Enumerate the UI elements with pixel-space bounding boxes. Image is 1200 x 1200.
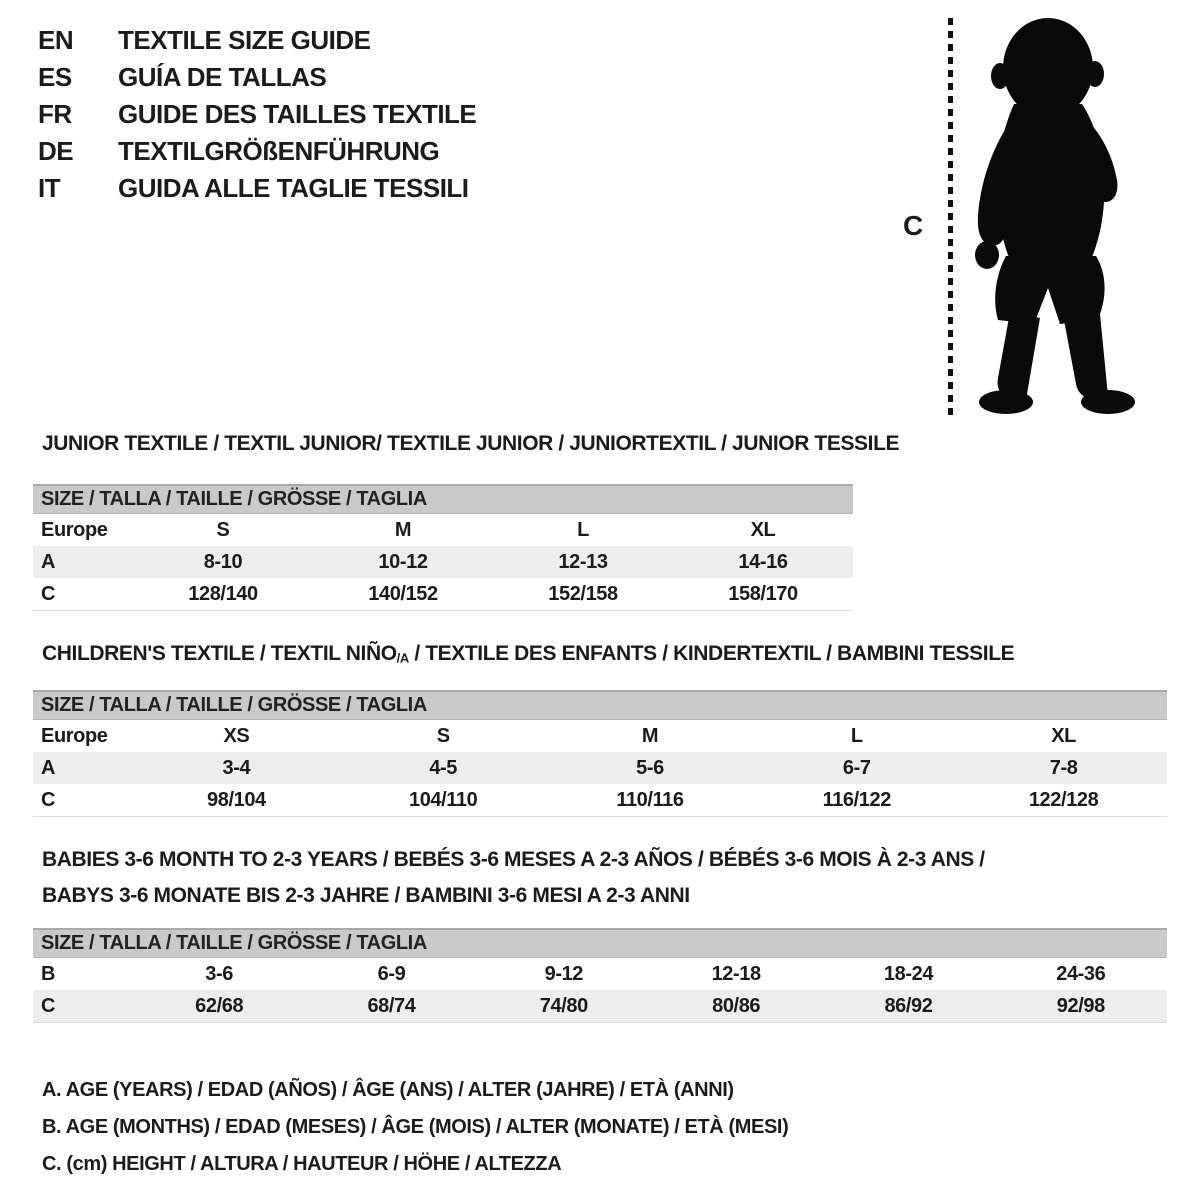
table-row-europe bbox=[33, 720, 1167, 752]
size-header-bar: SIZE / TALLA / TAILLE / GRÖSSE / TAGLIA bbox=[33, 928, 1167, 958]
language-label: GUIDE DES TAILLES TEXTILE bbox=[118, 99, 477, 129]
height-cell: 104/110 bbox=[408, 788, 478, 811]
language-row-it bbox=[38, 170, 476, 207]
age-cell: 5-6 bbox=[636, 756, 664, 779]
age-cell: 3-6 bbox=[205, 962, 234, 985]
age-cell: 12-13 bbox=[558, 550, 608, 573]
size-cell: XL bbox=[750, 518, 776, 541]
height-cell: 62/68 bbox=[195, 994, 244, 1017]
size-cell: XS bbox=[223, 724, 250, 747]
table-row-age bbox=[33, 752, 1167, 784]
language-label: TEXTILE SIZE GUIDE bbox=[118, 25, 371, 55]
children-title-post: / TEXTILE DES ENFANTS / KINDERTEXTIL / BAMBINI TESSILE bbox=[408, 642, 1015, 665]
size-cell: XL bbox=[1051, 724, 1076, 747]
table-row-height bbox=[33, 784, 1167, 816]
height-cell: 86/92 bbox=[884, 994, 933, 1017]
height-cell: 116/122 bbox=[822, 788, 891, 811]
legend-line-height: C. (cm) HEIGHT / ALTURA / HAUTEUR / HÖHE / ALTEZZA bbox=[42, 1153, 562, 1175]
language-label: TEXTILGRÖßENFÜHRUNG bbox=[118, 136, 440, 166]
row-label: C bbox=[41, 994, 56, 1017]
size-header-bar: SIZE / TALLA / TAILLE / GRÖSSE / TAGLIA bbox=[33, 690, 1167, 720]
row-label: A bbox=[41, 550, 56, 573]
language-list bbox=[38, 22, 476, 207]
height-marker-label: C bbox=[903, 210, 924, 241]
children-title-sub: /A bbox=[396, 650, 409, 666]
baby-silhouette-icon bbox=[962, 12, 1142, 416]
row-label: A bbox=[41, 756, 56, 779]
size-cell: S bbox=[216, 518, 230, 541]
height-cell: 68/74 bbox=[367, 994, 416, 1017]
height-cell: 110/116 bbox=[616, 788, 684, 811]
legend-line-age-years: A. AGE (YEARS) / EDAD (AÑOS) / ÂGE (ANS) / ALTER (JAHRE) / ETÀ (ANNI) bbox=[42, 1079, 734, 1101]
age-cell: 7-8 bbox=[1049, 756, 1078, 779]
row-label: C bbox=[41, 788, 56, 811]
height-cell: 80/86 bbox=[712, 994, 761, 1017]
language-code: FR bbox=[38, 99, 72, 129]
language-label: GUIDA ALLE TAGLIE TESSILI bbox=[118, 173, 469, 203]
height-cell: 158/170 bbox=[728, 582, 798, 605]
size-cell: M bbox=[641, 724, 659, 747]
height-cell: 98/104 bbox=[207, 788, 266, 811]
age-cell: 4-5 bbox=[429, 756, 458, 779]
language-code: IT bbox=[38, 173, 61, 203]
age-cell: 6-7 bbox=[842, 756, 871, 779]
age-cell: 24-36 bbox=[1056, 962, 1106, 985]
age-cell: 10-12 bbox=[378, 550, 428, 573]
children-title-pre: CHILDREN'S TEXTILE / TEXTIL NIÑO bbox=[42, 642, 397, 665]
age-cell: 14-16 bbox=[738, 550, 788, 573]
table-row-height bbox=[33, 990, 1167, 1022]
legend-line-age-months: B. AGE (MONTHS) / EDAD (MESES) / ÂGE (MOIS) / ALTER (MONATE) / ETÀ (MESI) bbox=[42, 1116, 789, 1138]
height-cell: 128/140 bbox=[188, 582, 258, 605]
babies-section-title-line1: BABIES 3-6 MONTH TO 2-3 YEARS / BEBÉS 3-6 MESES A 2-3 AÑOS / BÉBÉS 3-6 MOIS À 2-3 ANS / bbox=[42, 848, 985, 871]
children-size-table bbox=[33, 690, 1167, 817]
language-row-fr bbox=[38, 96, 476, 133]
row-label: C bbox=[41, 582, 56, 605]
table-row-height bbox=[33, 578, 853, 610]
language-label: GUÍA DE TALLAS bbox=[118, 62, 327, 92]
table-row-europe bbox=[33, 514, 853, 546]
age-cell: 18-24 bbox=[883, 962, 934, 985]
age-cell: 3-4 bbox=[222, 756, 251, 779]
age-cell: 9-12 bbox=[544, 962, 584, 985]
language-code: ES bbox=[38, 62, 72, 92]
height-cell: 140/152 bbox=[368, 582, 438, 605]
height-dashed-line bbox=[948, 18, 953, 416]
size-cell: L bbox=[577, 518, 589, 541]
legend bbox=[42, 1072, 788, 1183]
age-cell: 6-9 bbox=[377, 962, 406, 985]
size-header-bar: SIZE / TALLA / TAILLE / GRÖSSE / TAGLIA bbox=[33, 484, 853, 514]
language-code: DE bbox=[38, 136, 74, 166]
row-label: Europe bbox=[41, 518, 108, 541]
table-row-age bbox=[33, 546, 853, 578]
height-cell: 122/128 bbox=[1028, 788, 1099, 811]
language-code: EN bbox=[38, 25, 74, 55]
size-cell: M bbox=[394, 518, 412, 541]
age-cell: 8-10 bbox=[203, 550, 243, 573]
junior-section-title: JUNIOR TEXTILE / TEXTIL JUNIOR/ TEXTILE JUNIOR / JUNIORTEXTIL / JUNIOR TESSILE bbox=[42, 432, 900, 455]
table-row-age-months bbox=[33, 958, 1167, 990]
height-cell: 92/98 bbox=[1056, 994, 1105, 1017]
height-cell: 152/158 bbox=[548, 582, 618, 605]
babies-size-table bbox=[33, 928, 1167, 1023]
junior-size-table bbox=[33, 484, 853, 611]
babies-section-title-line2: BABYS 3-6 MONATE BIS 2-3 JAHRE / BAMBINI 3-6 MESI A 2-3 ANNI bbox=[42, 884, 690, 907]
age-cell: 12-18 bbox=[711, 962, 761, 985]
row-label: Europe bbox=[41, 724, 108, 747]
row-label: B bbox=[41, 962, 56, 985]
language-row-en bbox=[38, 22, 476, 59]
height-cell: 74/80 bbox=[539, 994, 588, 1017]
language-row-de bbox=[38, 133, 476, 170]
language-row-es bbox=[38, 59, 476, 96]
children-section-title bbox=[42, 642, 1014, 666]
size-cell: S bbox=[436, 724, 450, 747]
size-cell: L bbox=[850, 724, 863, 747]
